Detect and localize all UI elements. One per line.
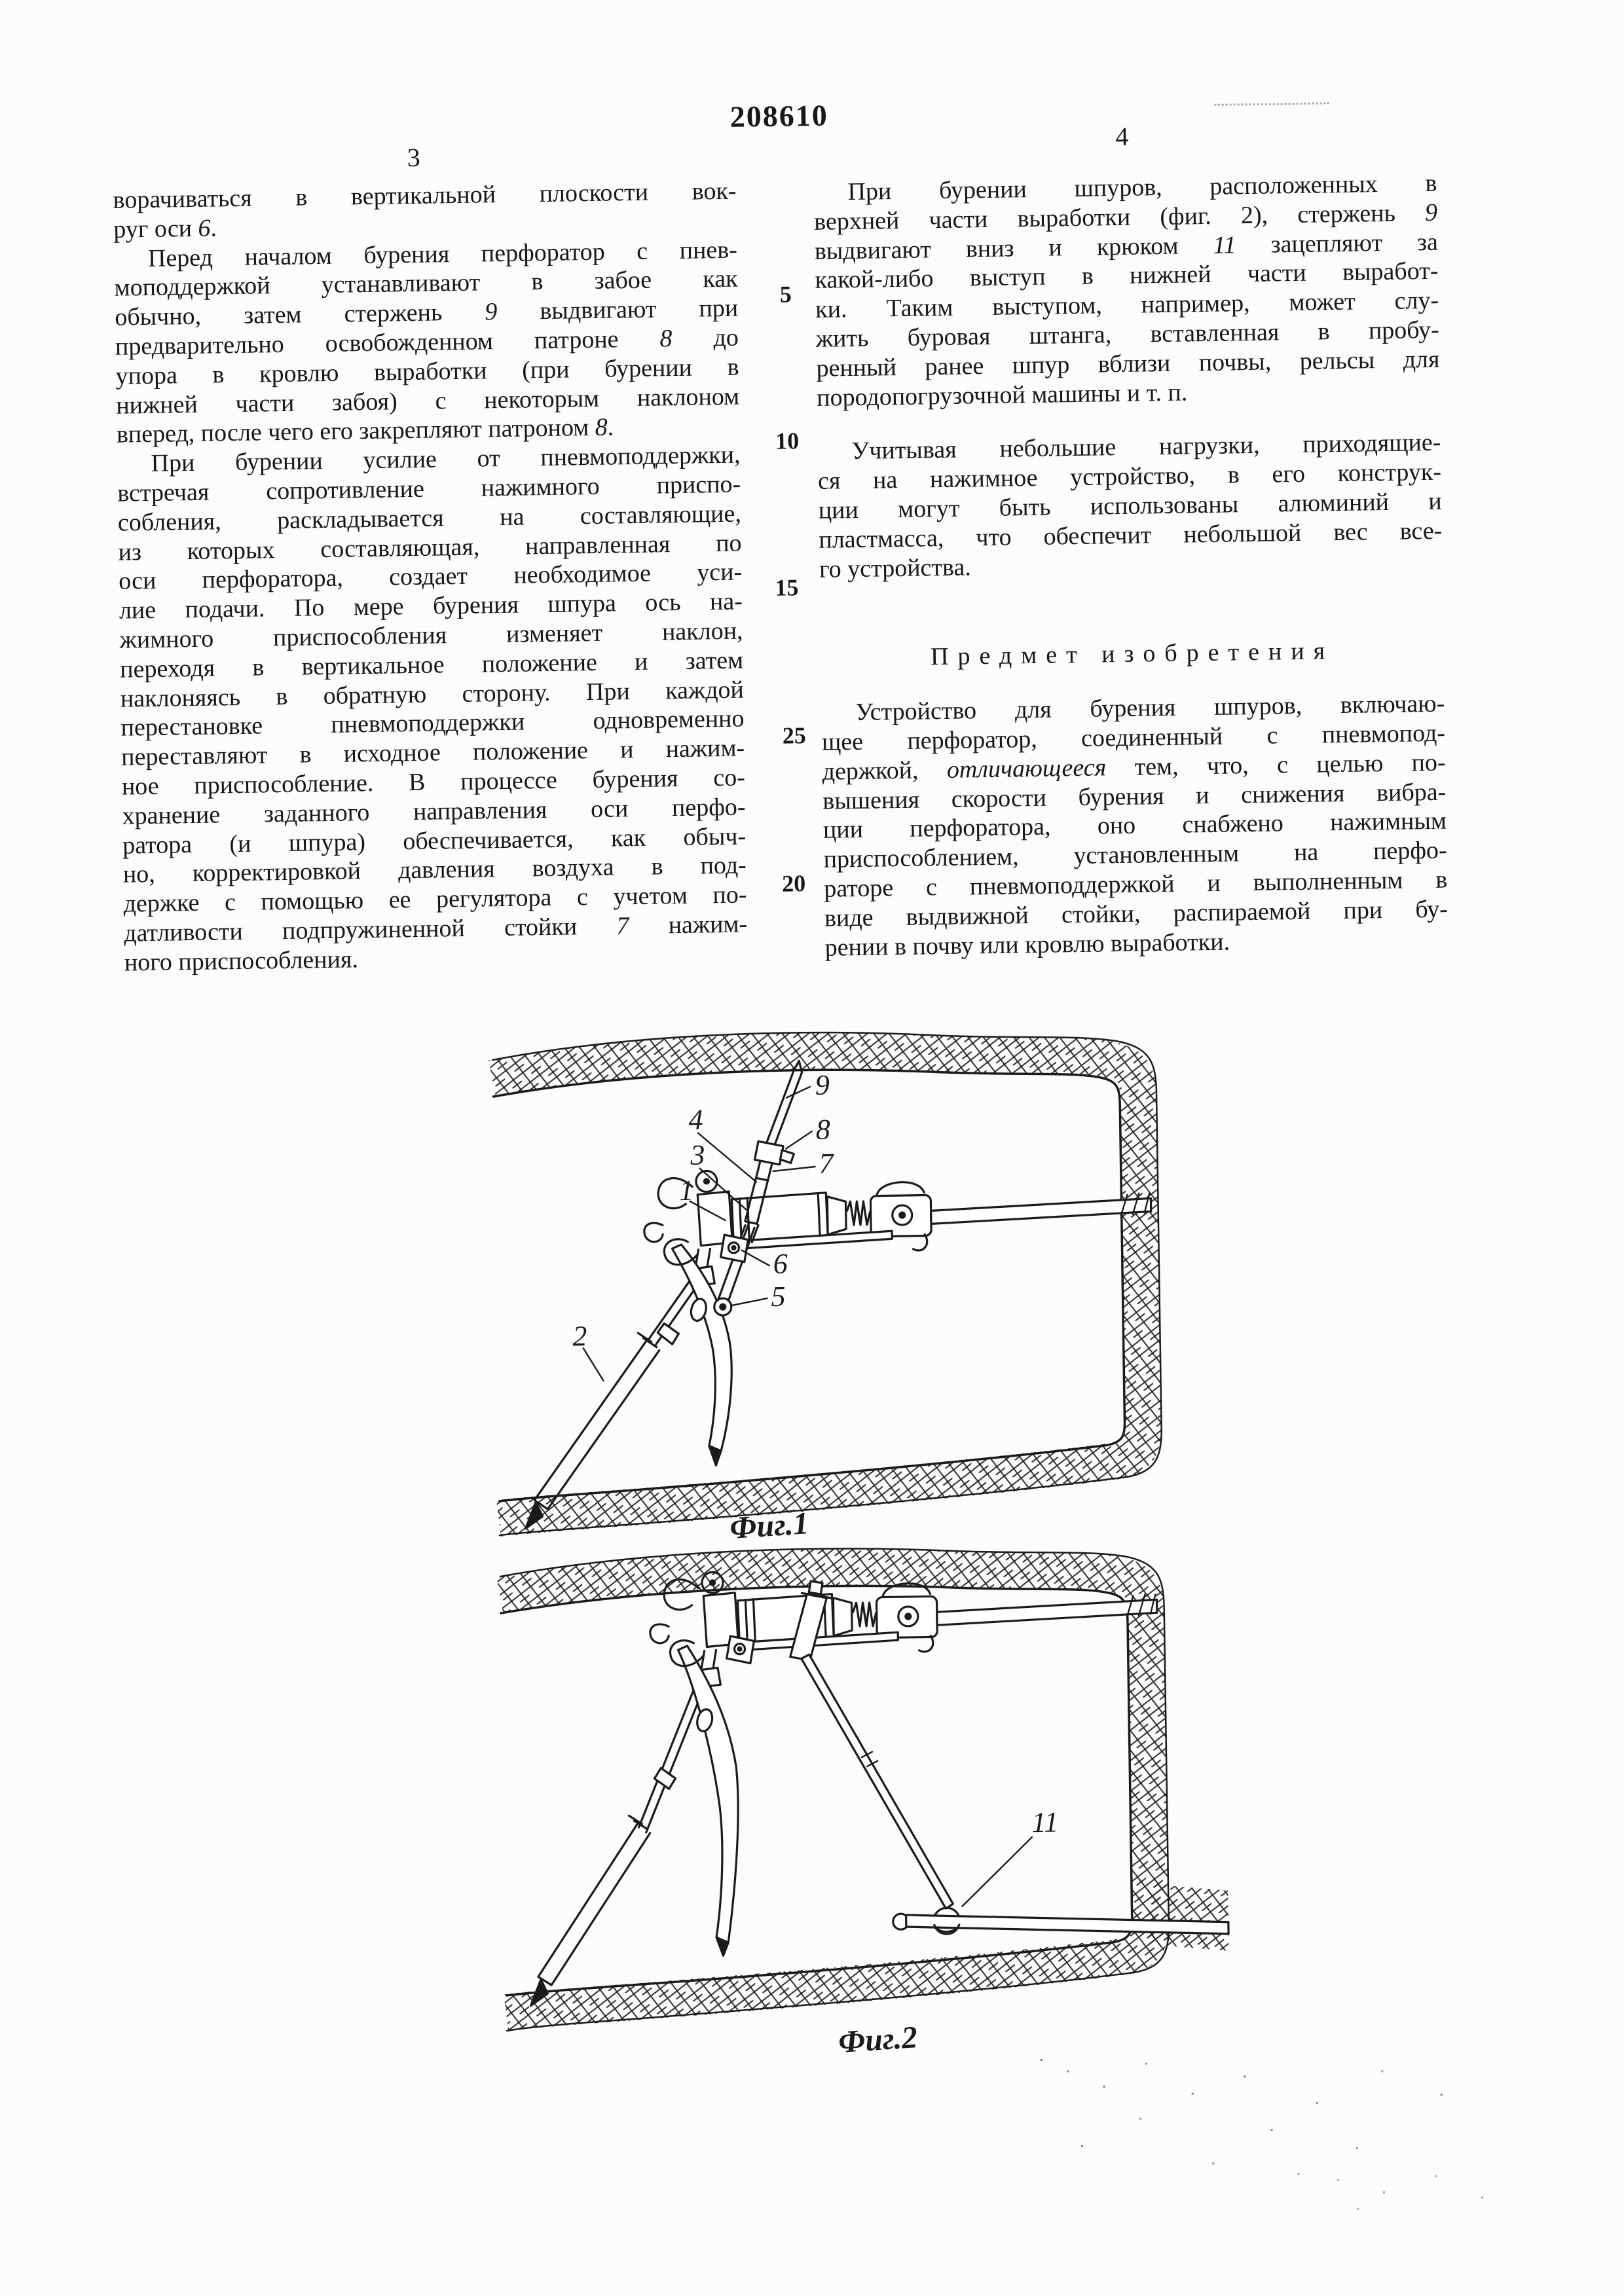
text-line: переходя в вертикальное положение и затем: [119, 646, 744, 683]
callout-3: 3: [690, 1139, 705, 1171]
text-line: моподдержкой устанавливают в забое как: [114, 264, 738, 302]
curved-guide-leg: [672, 1244, 733, 1466]
scan-artifact: [1298, 2173, 1300, 2175]
callout-7: 7: [819, 1147, 834, 1180]
scan-artifact: [1041, 2059, 1043, 2061]
callout-2: 2: [572, 1320, 587, 1353]
text-line: жить буровая штанга, вставленная в пробу-: [815, 316, 1440, 353]
text-line: обычно, затем стержень 9 выдвигают при: [114, 294, 739, 331]
text-line: датливости подпружиненной стойки 7 нажим-: [123, 910, 748, 947]
text-line: ворачиваться в вертикальной плоскости вок-: [113, 177, 737, 214]
text-line: пластмасса, что обеспечит небольшой вес все-: [819, 517, 1443, 554]
callout-1: 1: [678, 1174, 694, 1207]
text-line: встречая сопротивление нажимного приспо-: [117, 470, 741, 507]
gutter-line-number: 5: [779, 281, 792, 308]
text-line: породопогрузочной машины и т. п.: [816, 378, 1188, 412]
text-line: наклоняясь в обратную сторону. При каждой: [120, 676, 745, 713]
rock-drill-machine: [643, 1164, 1151, 1265]
column-number-right: 4: [1115, 121, 1129, 152]
text-line: собления, раскладывается на составляющие,: [117, 500, 742, 537]
text-line: ции могут быть использованы алюминий и: [818, 487, 1442, 524]
callout-5: 5: [771, 1280, 786, 1313]
text-line: щее перфоратор, соединенный с пневмопод-: [821, 719, 1446, 756]
right-column: [813, 169, 1449, 962]
text-line: держкой, отличающееся тем, что, с целью по-: [822, 748, 1446, 786]
figure-1-caption: Фиг.1: [728, 1506, 810, 1546]
text-line: Перед началом бурения перфоратор с пнев-: [147, 236, 738, 272]
text-line: ренный ранее шпур вблизи почвы, рельсы для: [816, 345, 1440, 382]
text-line: виде выдвижной стойки, распираемой при бу-: [824, 895, 1449, 932]
callout-4: 4: [688, 1103, 703, 1136]
extendable-pressure-rod: [710, 1061, 805, 1315]
text-line: Устройство для бурения шпуров, включаю-: [855, 689, 1445, 727]
text-line: рении в почву или кровлю выработки.: [824, 928, 1230, 962]
text-line: лие подачи. По мере бурения шпура ось на-: [119, 587, 743, 625]
text-line: вперед, после чего его закрепляют патроном 8.: [116, 413, 614, 449]
text-line: держке с помощью ее регулятора с учетом по-: [123, 881, 747, 918]
text-line: вышения скорости бурения и снижения вибра-: [822, 778, 1447, 815]
text-line: жимного приспособления изменяет наклон,: [119, 617, 743, 654]
text-line: упора в кровлю выработки (при бурении в: [115, 353, 739, 390]
text-line: из которых составляющая, направленная по: [118, 529, 742, 566]
pneumatic-support-leg: [526, 1650, 726, 2005]
text-line: го устройства.: [819, 553, 972, 583]
patent-number: 208610: [729, 98, 829, 134]
gutter-line-number: 10: [775, 428, 800, 454]
text-line: ратора (и шпура) обеспечивается, как обыч-: [122, 822, 747, 860]
figure-1-drawing: [462, 1002, 1255, 1557]
section-heading: Предмет изобретения: [930, 637, 1335, 671]
text-line: хранение заданного направления оси перфо-: [122, 793, 746, 830]
gutter-line-number: 25: [782, 722, 807, 749]
text-line: руг оси 6.: [113, 214, 217, 244]
text-line: верхней части выработки (фиг. 2), стержень 9: [813, 198, 1438, 236]
curved-guide-leg: [678, 1645, 740, 1956]
text-line: но, корректировкой давления воздуха в под-: [122, 851, 747, 888]
gutter-line-number: 20: [781, 870, 806, 897]
text-line: какой-либо выступ в нижней части выработ-: [815, 257, 1439, 295]
text-line: выдвигают вниз и крюком 11 зацепляют за: [814, 228, 1439, 265]
text-line: При бурении усилие от пневмоподдержки,: [151, 441, 741, 478]
gutter-line-number: 15: [775, 574, 799, 601]
column-number-left: 3: [407, 142, 421, 173]
callout-8: 8: [815, 1113, 831, 1146]
text-line: Учитывая небольшие нагрузки, приходящие-: [851, 429, 1441, 465]
left-column: [113, 177, 748, 978]
figure-2-caption: Фиг.2: [837, 2020, 919, 2060]
text-line: ки. Таким выступом, например, может слу-: [815, 286, 1439, 324]
scan-artifact: [1215, 102, 1329, 106]
text-line: ся на нажимное устройство, в его конструк-: [817, 458, 1442, 495]
figure-2-drawing: [470, 1516, 1264, 2104]
callout-11: 11: [1031, 1806, 1059, 1839]
text-line: оси перфоратора, создает необходимое уси-: [118, 558, 743, 596]
callout-leader-lines: [961, 1837, 1033, 1906]
text-line: предварительно освобожденном патроне 8 до: [115, 323, 739, 361]
callout-6: 6: [773, 1247, 788, 1280]
text-line: переставляют в исходное положение и нажим-: [120, 734, 745, 771]
text-line: ного приспособления.: [124, 945, 359, 977]
text-line: При бурении шпуров, расположенных в: [847, 169, 1437, 206]
text-line: ции перфоратора, оно снабжено нажимным: [822, 807, 1447, 845]
text-line: нижней части забоя) с некоторым наклоном: [115, 382, 740, 420]
text-line: ное приспособление. В процессе бурения со-: [121, 763, 746, 801]
text-line: приспособлением, установленным на перфо-: [823, 836, 1447, 873]
callout-9: 9: [815, 1068, 830, 1101]
text-line: раторе с пневмоподдержкой и выполненным в: [824, 866, 1448, 903]
mine-working-contour: [492, 1027, 1163, 1535]
text-line: перестановке пневмоподдержки одновременно: [120, 704, 745, 742]
